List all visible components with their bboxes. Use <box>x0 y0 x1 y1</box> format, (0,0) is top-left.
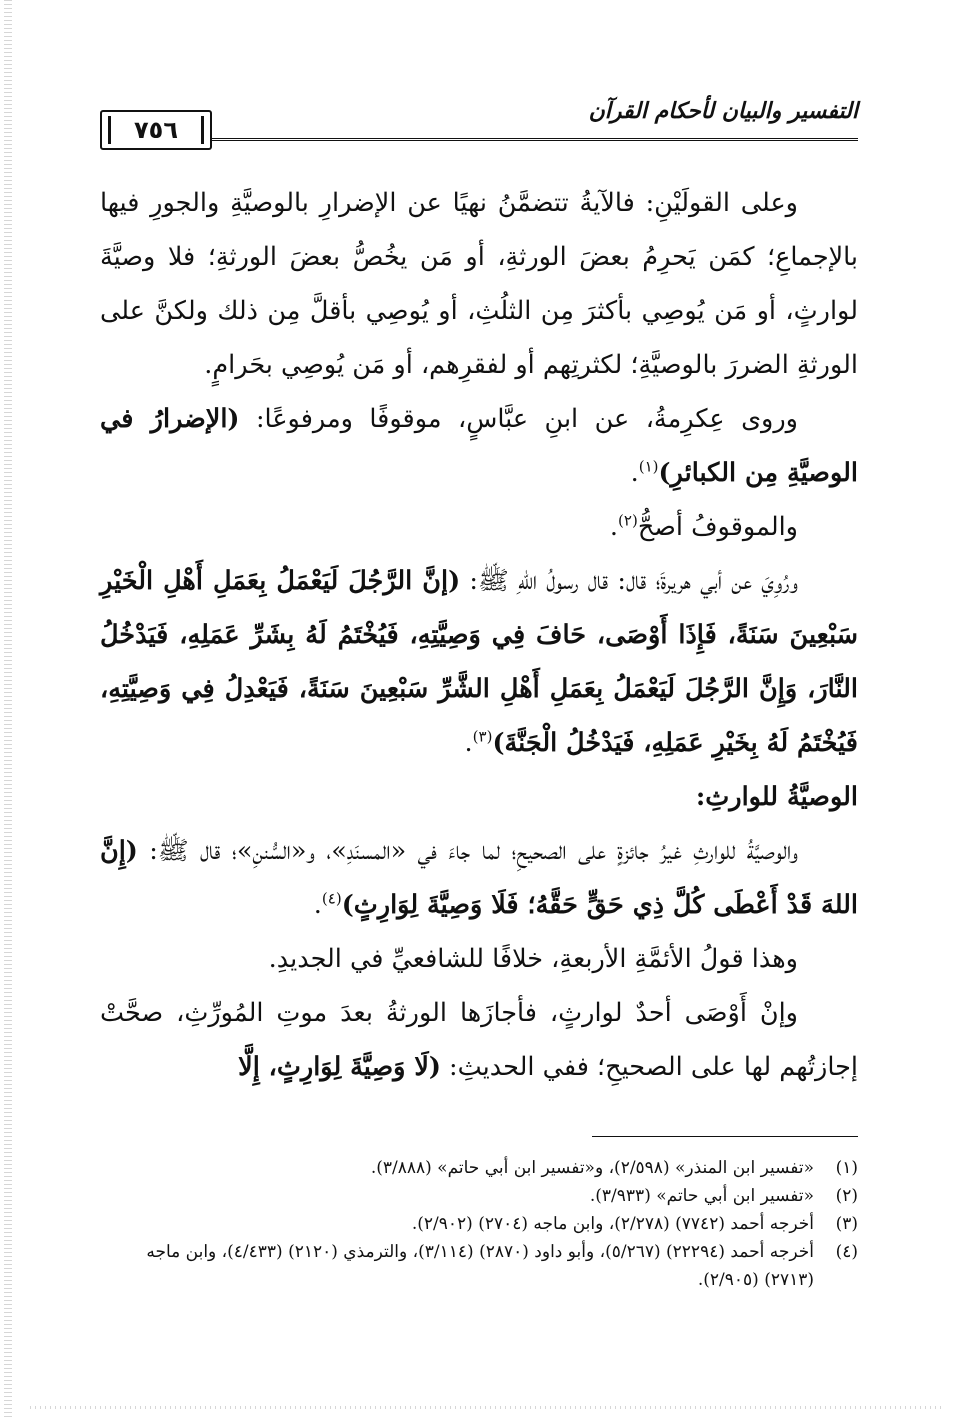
paragraph-4-end: . <box>464 728 473 758</box>
footnote-text: «تفسير ابن المنذر» (٢/٥٩٨)، و«تفسير ابن أبي حاتم» (٣/٨٨٨). <box>370 1158 814 1178</box>
footnote-1 <box>100 1154 858 1182</box>
paragraph-3-text: والموقوفُ أصحُّ <box>637 512 798 542</box>
footnote-number: (٣) <box>835 1214 858 1234</box>
page-bottom-dots <box>30 1406 944 1409</box>
footnote-text: «تفسير ابن أبي حاتم» (٣/٩٣٣). <box>589 1186 814 1206</box>
paragraph-2-text: وروى عِكرِمةُ، عن ابنِ عبَّاسٍ، موقوفًا ومرفوعًا: <box>239 404 798 434</box>
paragraph-7 <box>100 986 858 1094</box>
section-heading: الوصيَّةُ للوارثِ: <box>695 782 858 812</box>
footnote-ref-3[interactable]: (٣) <box>472 727 493 746</box>
paragraph-3 <box>100 500 858 554</box>
paragraph-6: وهذا قولُ الأئمَّةِ الأربعةِ، خلافًا للشافعيِّ في الجديدِ. <box>268 944 798 974</box>
footnote-4 <box>100 1238 858 1294</box>
footnote-number: (١) <box>835 1158 858 1178</box>
footnote-text: أخرجه أحمد (٢٢٢٩٤) (٥/٢٦٧)، وأبو داود (٢٨٧٠) (٣/١١٤)، والترمذي (٢١٢٠) (٤/٤٣٣)، وابن ماجه (٢٧١٣) (٢/٩٠٥). <box>146 1242 814 1290</box>
paragraph-5-end: . <box>313 890 322 920</box>
hadith-quote-2: (إنَّ الرَّجُلَ لَيَعْمَلُ بِعَمَلِ أَهْلِ الْخَيْرِ سَبْعِينَ سَنَةً، فَإِذَا أَوْصَى، حَافَ فِي وَصِيَّتِهِ، فَيُخْتَمُ لَهُ بِشَرِّ عَمَلِهِ، فَيَدْخُلُ النَّارَ، وَإِنَّ الرَّجُلَ لَيَعْمَلُ بِعَمَلِ أَهْلِ الشَّرِّ سَبْعِينَ سَنَةً، فَيَعْدِلُ فِي وَصِيَّتِهِ، فَيُخْتَمُ لَهُ بِخَيْرِ عَمَلِهِ، فَيَدْخُلُ الْجَنَّةَ) <box>100 566 858 758</box>
paragraph-4-text: ورُوِيَ عن أبي هريرةَ؛ قال: قال رسولُ اللهِ ﷺ: <box>460 566 798 596</box>
footnote-separator <box>592 1136 858 1137</box>
running-header <box>100 90 858 152</box>
paragraph-7-text: وإنْ أَوْصَى أحدٌ لوارثٍ، فأجازَها الورثةُ بعدَ موتِ المُورِّثِ، صحَّتْ إجازتُهم لها على الصحيحِ؛ ففي الحديثِ: <box>100 998 858 1082</box>
header-rule <box>100 138 858 141</box>
footnote-2 <box>100 1182 858 1210</box>
book-title: التفسير والبيان لأحكام القرآن <box>588 98 858 124</box>
footnote-ref-4[interactable]: (٤) <box>321 889 342 908</box>
hadith-quote-1: (الإضرارُ في الوصيَّةِ مِن الكبائرِ) <box>100 404 858 488</box>
main-text <box>100 176 858 1094</box>
hadith-quote-4: (لَا وَصِيَّةَ لِوَارِثٍ، إِلَّا <box>238 1052 441 1082</box>
paragraph-5 <box>100 824 858 932</box>
footnote-number: (٤) <box>835 1242 858 1262</box>
footnote-number: (٢) <box>835 1186 858 1206</box>
paragraph-2-end: . <box>630 458 639 488</box>
hadith-quote-3: (إِنَّ اللهَ قَدْ أَعْطَى كُلَّ ذِي حَقٍّ حَقَّهُ؛ فَلَا وَصِيَّةَ لِوَارِثٍ) <box>100 836 858 920</box>
paragraph-3-end: . <box>609 512 619 542</box>
footnote-3 <box>100 1210 858 1238</box>
footnote-text: أخرجه أحمد (٧٧٤٢) (٢/٢٧٨)، وابن ماجه (٢٧٠٤) (٢/٩٠٢). <box>411 1214 814 1234</box>
footnote-ref-2[interactable]: (٢) <box>618 511 638 530</box>
paragraph-2 <box>100 392 858 500</box>
footnotes <box>100 1154 858 1294</box>
page-edge-dots <box>4 0 12 1417</box>
page-number: ٧٥٦ <box>100 110 212 150</box>
paragraph-5-text: والوصيَّةُ للوارثِ غيرُ جائزةٍ على الصحيحِ؛ لما جاءَ في «المسنَدِ»، و«السُّننِ»؛ قال ﷺ: <box>137 836 798 866</box>
paragraph-1: وعلى القولَيْنِ: فالآيةُ تتضمَّنُ نهيًا عن الإضرارِ بالوصيَّةِ والجورِ فيها بالإجماعِ؛ كمَن يَحرِمُ بعضَ الورثةِ، أو مَن يخُصُّ بعضَ الورثةِ؛ فلا وصيَّةَ لوارثٍ، أو مَن يُوصِي بأكثرَ مِن الثلُثِ، أو يُوصِي بأقلَّ مِن ذلك ولكنَّ على الورثةِ الضررَ بالوصيَّةِ؛ لكثرتِهم أو لفقرِهم، أو مَن يُوصِي بحَرامٍ. <box>100 188 858 380</box>
paragraph-4 <box>100 554 858 770</box>
book-page <box>100 90 858 1390</box>
footnote-ref-1[interactable]: (١) <box>638 457 659 476</box>
